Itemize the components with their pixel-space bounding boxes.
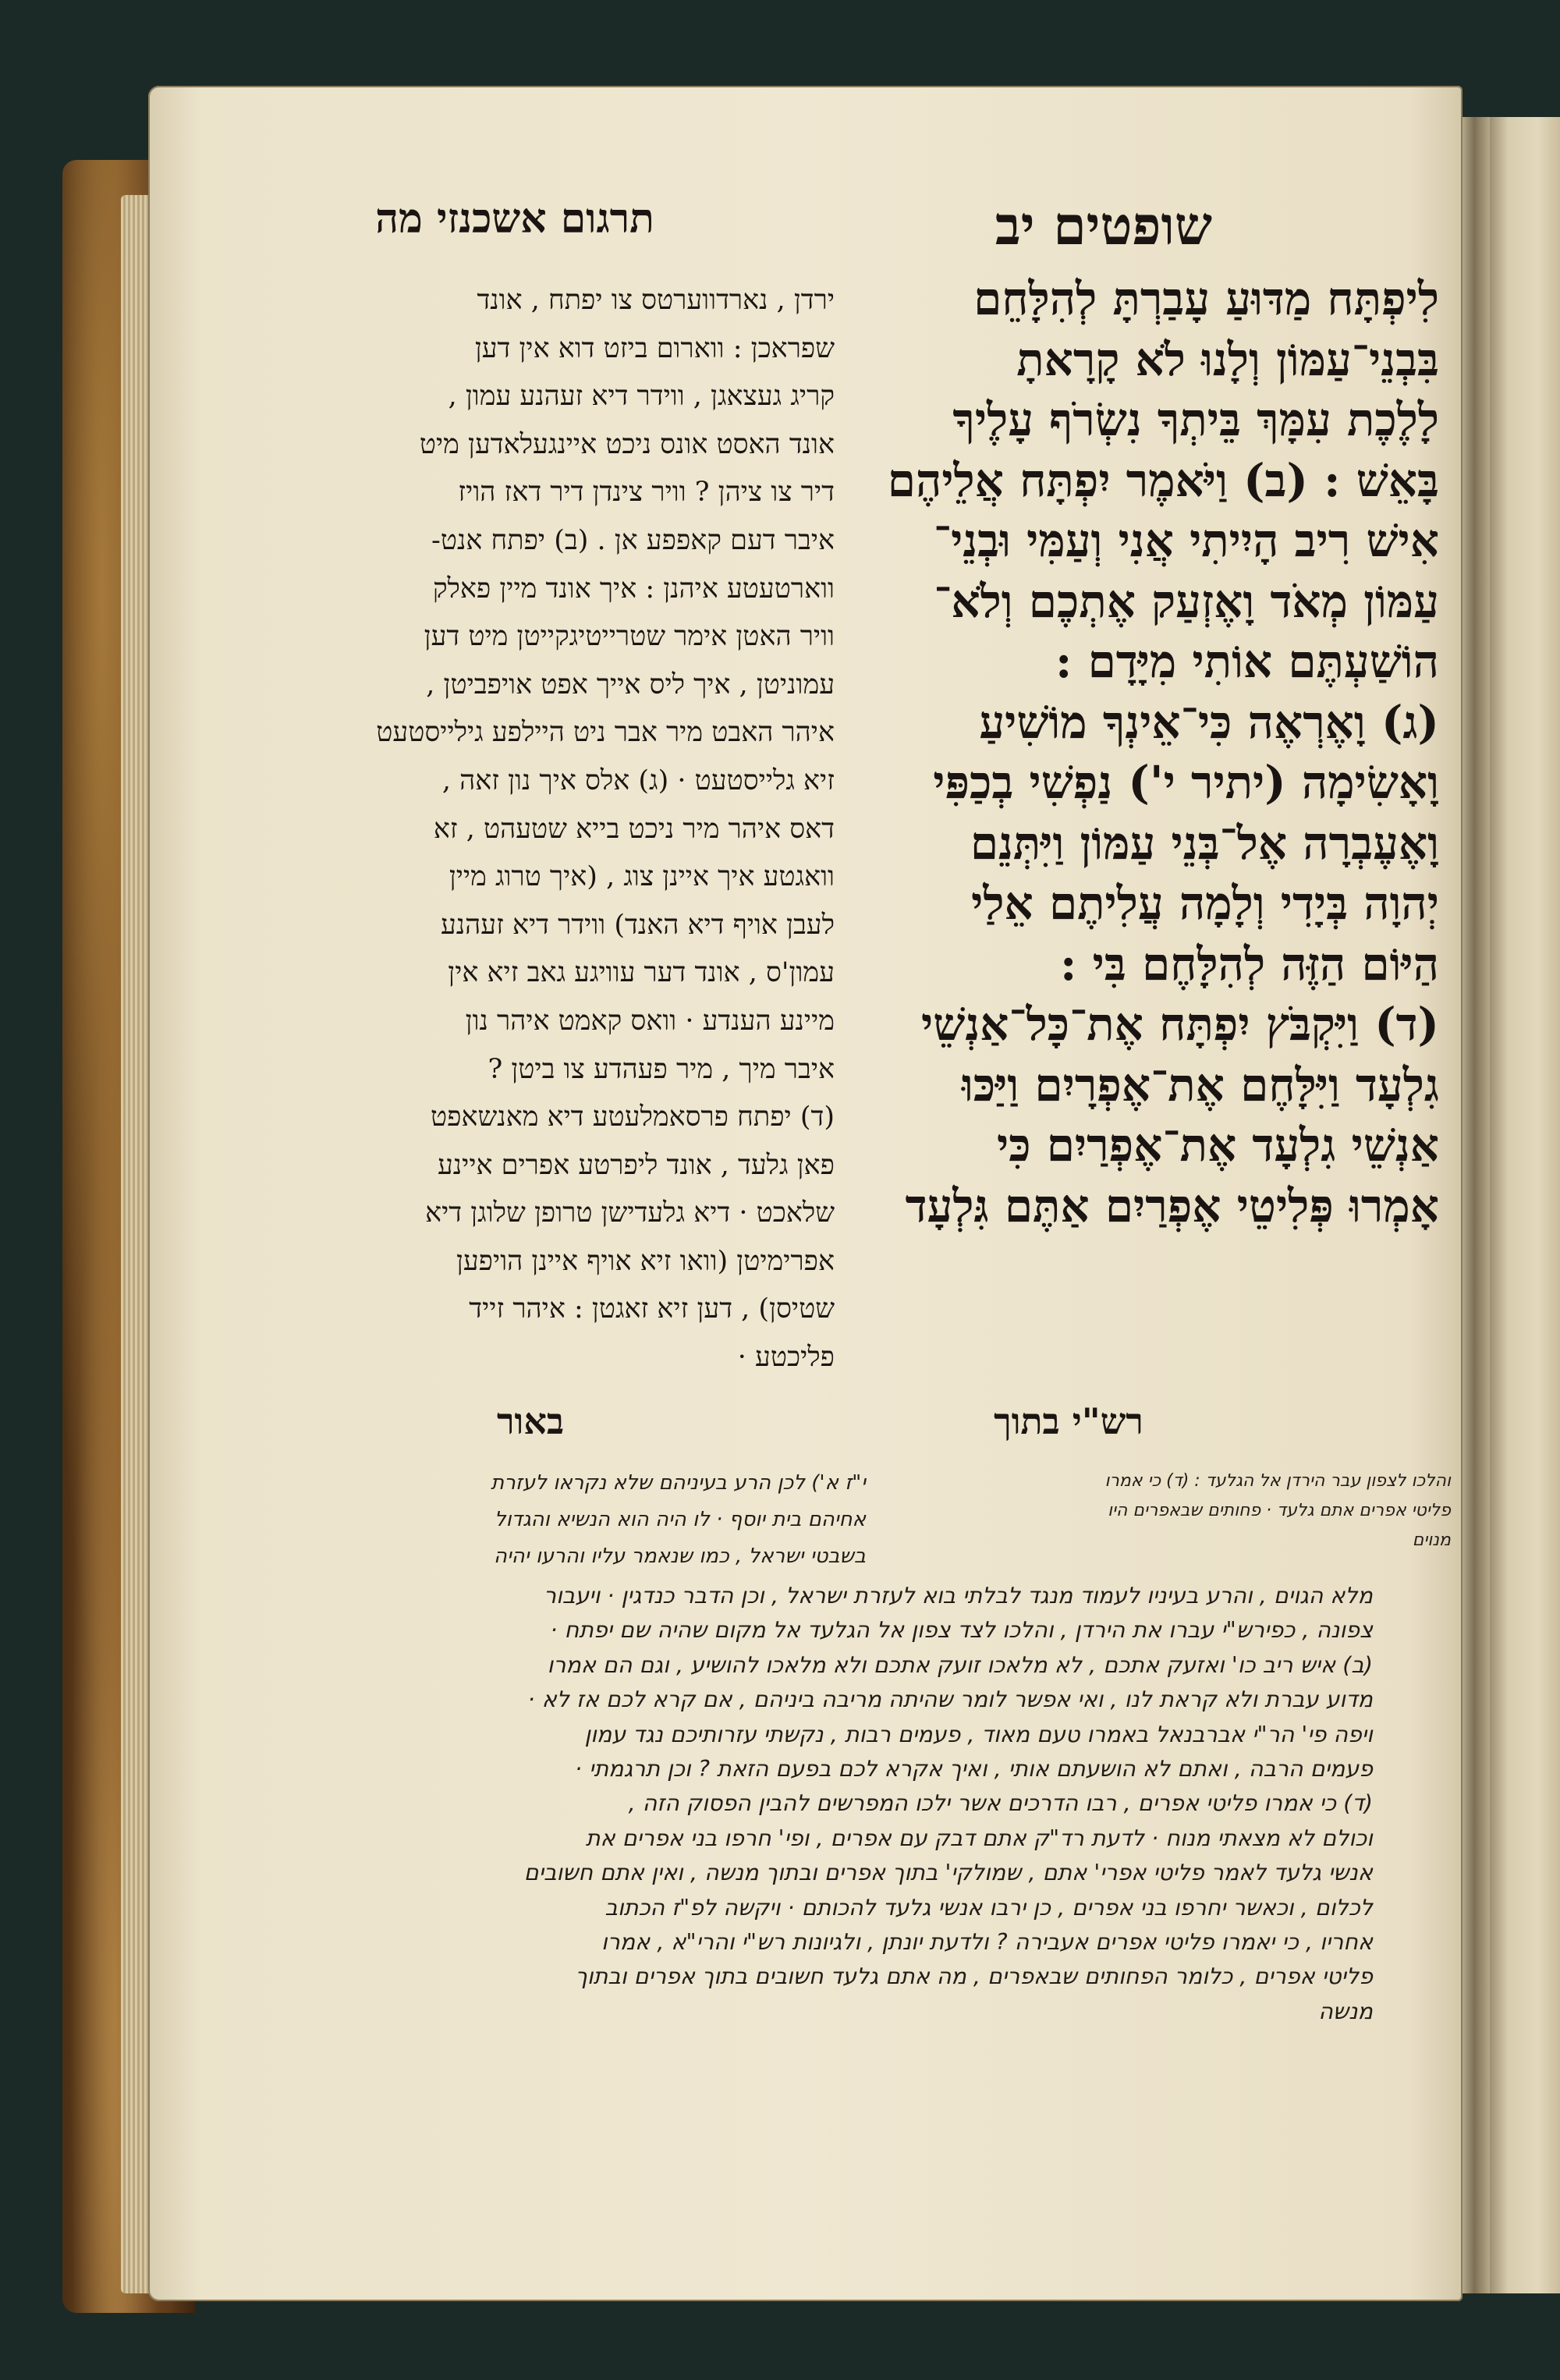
scripture-line: לָלֶכֶת עִמָּךְ בֵּיתְךָ נִשְׂרֹף עָלֶיךָ (952, 393, 1439, 446)
translation-line: איבר דעם קאפפע אן . (ב) יפתח אנט- (431, 524, 835, 556)
commentary-line: וכולם לא מצאתי מנוח · לדעת רד"ק אתם דבק עם אפרים , ופי' חרפו בני אפרים את (585, 1825, 1373, 1851)
commentary-line: (ד) כי אמרו פליטי אפרים , רבו הדרכים אשר ילכו המפרשים להבין הפסוק הזה , (628, 1790, 1373, 1817)
translation-line: דאס איהר מיר ניכט בייא שטעהט , זא (433, 813, 835, 845)
translation-column (257, 277, 835, 1382)
translation-line: אונד האסט אונס ניכט איינגעלאדען מיט (419, 428, 835, 460)
commentary-line: מלא הגוים , והרע בעיניו לעמוד מנגד לבלתי בוא לעזרת ישראל , וכן הדבר כנדגין · ויעבור (544, 1583, 1373, 1609)
scripture-line: (ג) וָאֶרְאֶה כִּי־אֵינְךָ מוֹשִׁיעַ (979, 695, 1439, 749)
commentary-line: מנוים (1412, 1531, 1451, 1550)
translation-line: זיא גלייסטעט · (ג) אלס איך נון זאה , (441, 764, 835, 796)
translation-line: ווארטעטע איהנן : איך אונד מיין פאלק (432, 573, 835, 605)
scripture-line: הַיּוֹם הַזֶּה לְהִלָּחֶם בִּי : (1060, 937, 1439, 991)
scripture-column (862, 269, 1439, 1236)
facing-page-edge (1486, 117, 1560, 2293)
commentary-line: אנשי גלעד לאמר פליטי אפרי' אתם , שמולקי' בתוך אפרים ובתוך מנשה , ואין אתם חשובים (523, 1860, 1373, 1886)
translation-line: וויר האטן אימר שטרייטיגקייטן מיט דען (424, 621, 835, 653)
scripture-line: אִישׁ רִיב הָיִיתִי אֲנִי וְעַמִּי וּבְנֵי־ (933, 514, 1439, 567)
translation-line: שלאכט · דיא גלעדישן טרופן שלוגן דיא (425, 1197, 835, 1229)
commentary-line: צפונה , כפירש"י עברו את הירדן , והלכו לצד צפון אל הגלעד אל מקום שהיה שם יפתח · (550, 1617, 1373, 1644)
translation-line: ירדן , נארדווערטס צו יפתח , אונד (477, 285, 835, 316)
commentary-header-biur: באור (496, 1400, 565, 1442)
translation-line: קריג געצאגן , ווידר דיא זעהנע עמון , (448, 381, 835, 413)
scripture-line: הוֹשַׁעְתֶּם אוֹתִי מִיָּדָם : (1055, 635, 1439, 688)
scripture-line: אָמְרוּ פְּלִיטֵי אֶפְרַיִם אַתֶּם גִּלְעָד (905, 1179, 1439, 1233)
translation-line: עמון'ס , אונד דער עוויגע גאב זיא אין (448, 957, 835, 989)
commentary-line: פעמים הרבה , ואתם לא הושעתם אותי , ואיך אקרא לכם בפעם הזאת ? וכן תרגמתי · (574, 1756, 1373, 1782)
translation-line: פאן גלעד , אונד ליפרטע אפרים איינע (437, 1149, 835, 1181)
scripture-line: אַנְשֵׁי גִלְעָד אֶת־אֶפְרַיִם כִּי (996, 1119, 1439, 1172)
commentary-line: מדוע עברת ולא קראת לנו , ואי אפשר לומר שהיתה מריבה ביניהם , אם קרא לכם אז לא · (527, 1687, 1373, 1713)
translation-line: איבר מיך , מיר פעהדע צו ביטן ? (488, 1053, 835, 1085)
scripture-line: עַמּוֹן מְאֹד וָאֶזְעַק אֶתְכֶם וְלֹא־ (934, 574, 1439, 628)
translation-line: (ד) יפתח פרסאמלעטע דיא מאנשאפט (431, 1101, 835, 1133)
translation-line: מיינע הענדע · וואס קאמט איהר נון (465, 1005, 835, 1037)
scripture-line: בִּבְנֵי־עַמּוֹן וְלָנוּ לֹא קָרָאתָ (1016, 332, 1439, 386)
translation-line: עמוניטן , איך ליס אייך אפט אויפביטן , (426, 669, 835, 701)
translation-line: איהר האבט מיר אבר ניט היילפע גילייסטעט (376, 717, 835, 749)
translation-line: פליכטע · (737, 1342, 835, 1374)
translation-line: וואגטע איך איינן צוג , (איך טרוג מיין (448, 861, 835, 893)
commentary-line: פליטי אפרים , כלומר הפחותים שבאפרים , מה אתם גלעד חשובים בתוך אפרים ובתוך (575, 1963, 1373, 1990)
commentary-line: בשבטי ישראל , כמו שנאמר עליו והרעו יהיה (493, 1545, 866, 1568)
running-header-left: תרגום אשכנזי מה (375, 195, 654, 243)
commentary-line: אחיהם בית יוסף · לו היה הוא הנשיא והגדול (494, 1508, 866, 1531)
scripture-line: בָּאֵשׁ : (ב) וַיֹּאמֶר יִפְתָּח אֲלֵיהֶם (887, 453, 1439, 507)
commentary-line: והלכו לצפון עבר הירדן אל הגלעד : (ד) כי אמרו (1104, 1471, 1451, 1491)
commentary-line: לכלום , וכאשר יחרפו בני אפרים , כן ירבו אנשי גלעד להכותם · ויקשה לפ"ז הכתוב (604, 1894, 1373, 1921)
commentary-line: ויפה פי' הר"י אברבנאל באמרו טעם מאוד , פעמים רבות , נקשתי עזרותיכם נגד עמון (584, 1721, 1373, 1747)
book-gutter (1459, 117, 1490, 2293)
translation-line: אפרימיטן (וואו זיא אויף איינן הויפען (456, 1245, 835, 1277)
translation-line: דיר צו ציהן ? וויר צינדן דיר דאז הויז (458, 477, 835, 509)
commentary-line: פליטי אפרים אתם גלעד · פחותים שבאפרים היו (1108, 1501, 1451, 1520)
commentary-line: (ב) איש ריב כו' ואזעק אתכם , לא מלאכו זועק אתכם ולא מלאכו להושיע , וגם הם אמרו (547, 1651, 1373, 1678)
translation-line: שטיסן) , דען זיא זאגטן : איהר זייד (469, 1293, 835, 1325)
running-header-right: שופטים יב (994, 195, 1213, 257)
translation-line: שפראכן : ווארום ביזט דוא אין דען (474, 332, 835, 364)
translation-line: לעבן אויף דיא האנד) ווידר דיא זעהנע (440, 909, 835, 941)
scripture-line: יְהוָה בְּיָדִי וְלָמָה עֲלִיתֶם אֵלַי (971, 877, 1439, 930)
scripture-line: לִיפְתָּח מַדּוּעַ עָבַרְתָּ לְהִלָּחֵם (973, 272, 1439, 325)
commentary-line: אחריו , כי יאמרו פליטי אפרים אעבירה ? ולדעת יונתן , ולגיונות רש"י והרי"א , אמרו (601, 1929, 1373, 1956)
commentary-header-rashi: רש"י בתוך (994, 1400, 1143, 1442)
biur-commentary (296, 1465, 866, 1575)
scripture-line: וָאָשִׂימָה (יתיר י') נַפְשִׁי בְכַפִּי (933, 756, 1439, 809)
biur-commentary-continued (257, 1579, 1373, 2029)
scripture-line: גִלְעָד וַיִּלָּחֶם אֶת־אֶפְרָיִם וַיַּכּוּ (961, 1058, 1439, 1112)
commentary-line: י"ז א') לכן הרע בעיניהם שלא נקראו לעזרת (491, 1471, 866, 1495)
scripture-line: וָאֶעֶבְרָה אֶל־בְּנֵי עַמּוֹן וַיִּתְּנֵם (970, 816, 1439, 870)
rashi-commentary (874, 1467, 1451, 1555)
commentary-line: מנשה (1318, 1998, 1373, 2024)
scripture-line: (ד) וַיִּקְבֹּץ יִפְתָּח אֶת־כָּל־אַנְשֵׁי (921, 998, 1439, 1051)
